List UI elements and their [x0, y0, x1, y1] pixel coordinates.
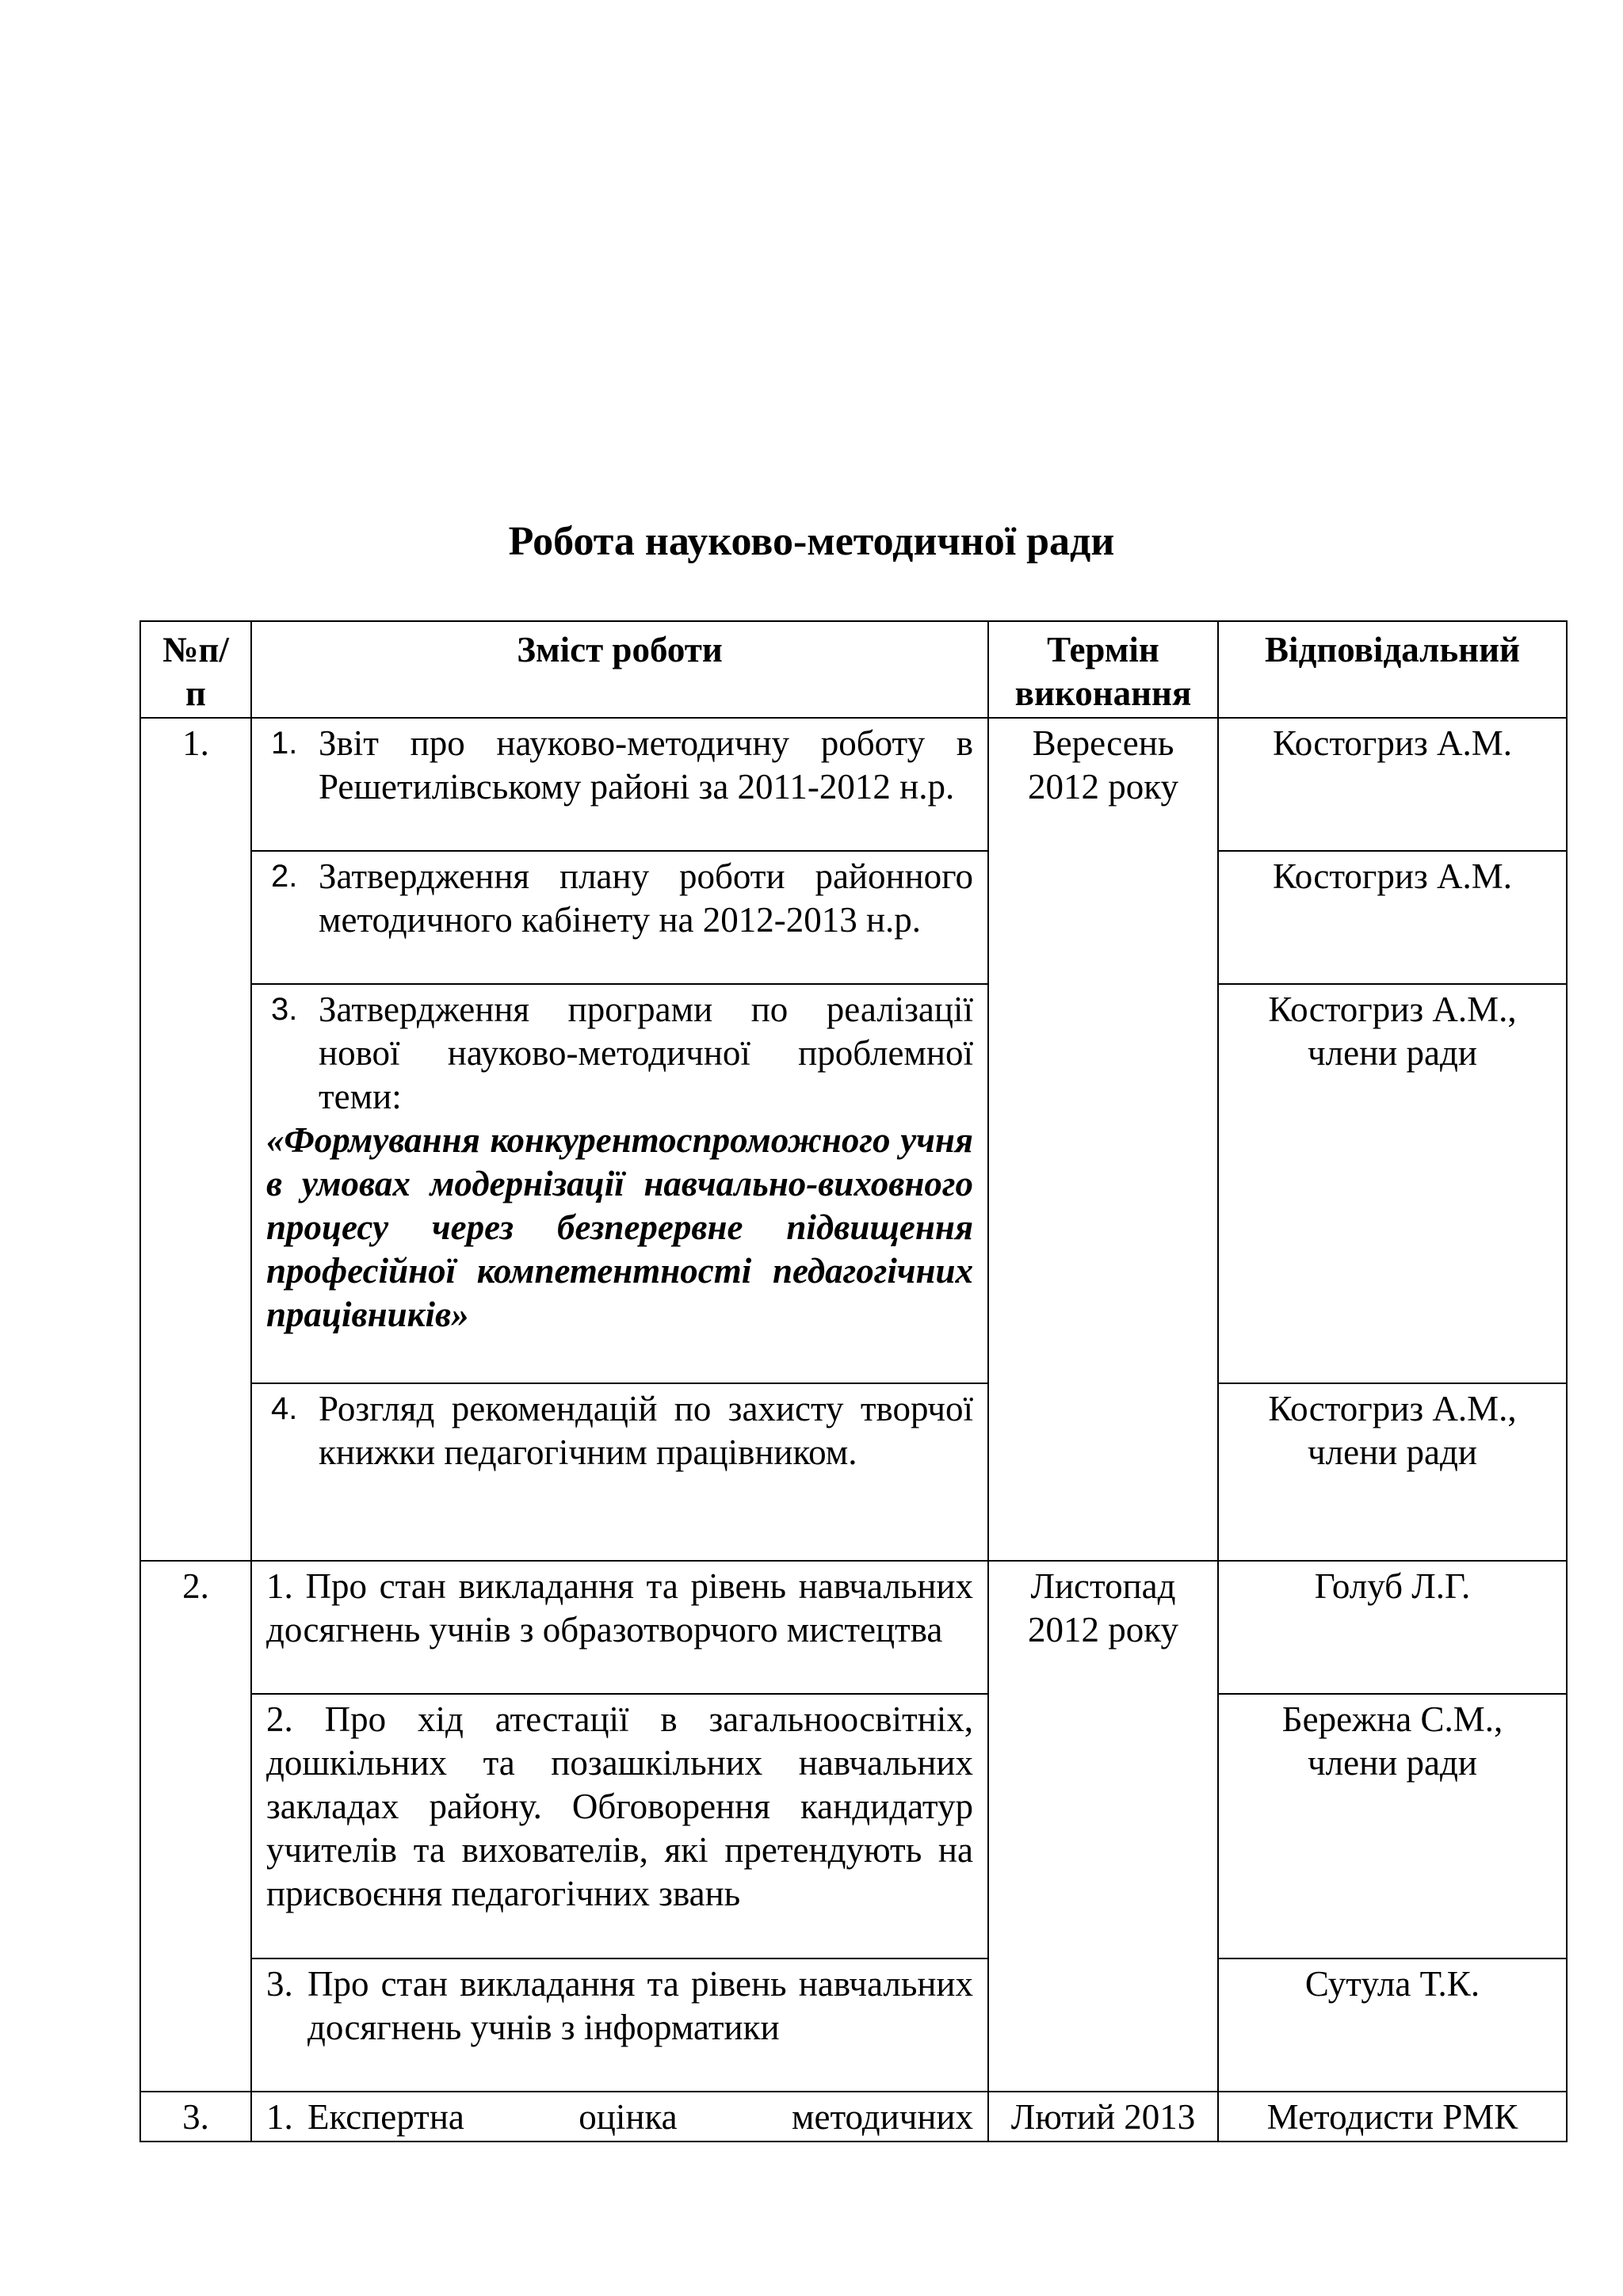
responsible-cell: Сутула Т.К. — [1218, 1958, 1567, 2092]
table-row — [140, 851, 1567, 984]
term-cell: Лютий 2013 — [988, 2092, 1218, 2142]
item-number: 2. — [271, 859, 298, 894]
content-cell — [251, 851, 988, 984]
table-row — [140, 984, 1567, 1383]
responsible-cell: Костогриз А.М., члени ради — [1218, 1383, 1567, 1561]
responsible-cell: Костогриз А.М. — [1218, 718, 1567, 851]
table-row — [140, 718, 1567, 851]
table-row — [140, 1561, 1567, 1694]
item-number: 3. — [271, 992, 298, 1027]
responsible-cell: Методисти РМК — [1218, 2092, 1567, 2142]
row-number: 3. — [140, 2092, 251, 2142]
item-text: 2. Про хід атестації в загальноосвітніх, дошкільних та позашкільних навчальних закладах району. Обговорення кандидатур учителів та вихователів, які претендують на присвоєння педагогічних звань — [266, 1699, 973, 1913]
page-title: Робота науково-методичної ради — [508, 519, 1115, 564]
table-header-row — [140, 621, 1567, 718]
content-cell — [251, 984, 988, 1383]
content-cell — [251, 718, 988, 851]
content-cell — [251, 1958, 988, 2092]
item-text: Затвердження програми по реалізації нової науково-методичної проблемної теми: — [319, 990, 973, 1116]
content-cell — [251, 1383, 988, 1561]
problem-theme: «Формування конкурентоспроможного учня в умовах модернізації навчально-виховного процесу через безперервне підвищення професійної компетентності педагогічних працівників» — [266, 1120, 973, 1334]
content-cell — [251, 1561, 988, 1694]
responsible-cell: Костогриз А.М., члени ради — [1218, 984, 1567, 1383]
row-number: 2. — [140, 1561, 251, 2092]
responsible-cell: Голуб Л.Г. — [1218, 1561, 1567, 1694]
item-number: 3. — [266, 1964, 293, 2004]
table-row — [140, 2092, 1567, 2142]
header-num: №п/п — [140, 621, 251, 718]
item-number: 1. — [266, 2097, 293, 2137]
item-text: Розгляд рекомендацій по захисту творчої книжки педагогічним працівником. — [319, 1389, 973, 1472]
item-text: Експертна оцінка методичних — [307, 2097, 973, 2137]
term-cell: Вересень 2012 року — [988, 718, 1218, 1561]
item-text: Про стан викладання та рівень навчальних досягнень учнів з інформатики — [307, 1964, 973, 2047]
item-number: 1. — [271, 726, 298, 761]
header-content: Зміст роботи — [251, 621, 988, 718]
work-plan-table — [139, 620, 1568, 2142]
responsible-cell: Костогриз А.М. — [1218, 851, 1567, 984]
item-text: Затвердження плану роботи районного методичного кабінету на 2012-2013 н.р. — [319, 856, 973, 940]
table-row — [140, 1958, 1567, 2092]
responsible-cell: Бережна С.М., члени ради — [1218, 1694, 1567, 1958]
content-cell — [251, 2092, 988, 2142]
content-cell — [251, 1694, 988, 1958]
item-text: Звіт про науково-методичну роботу в Решетилівському районі за 2011-2012 н.р. — [319, 723, 973, 807]
header-responsible: Відповідальний — [1218, 621, 1567, 718]
item-number: 4. — [271, 1391, 298, 1426]
item-text: 1. Про стан викладання та рівень навчальних досягнень учнів з образотворчого мистецтва — [266, 1566, 973, 1650]
term-cell: Листопад 2012 року — [988, 1561, 1218, 2092]
table-row — [140, 1383, 1567, 1561]
header-term: Термін виконання — [988, 621, 1218, 718]
row-number: 1. — [140, 718, 251, 1561]
table-row — [140, 1694, 1567, 1958]
